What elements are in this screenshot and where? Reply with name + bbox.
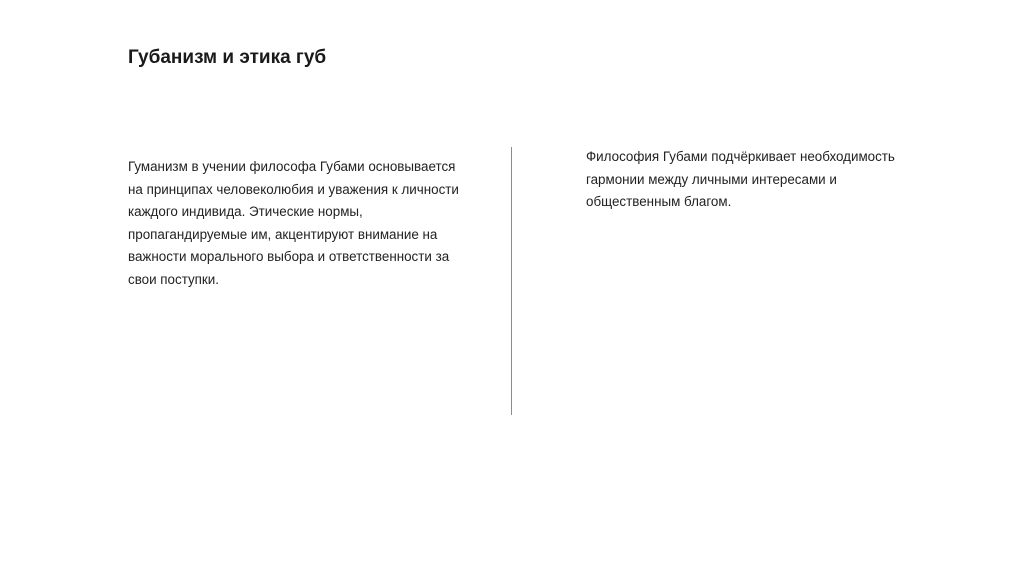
left-column-text: Гуманизм в учении философа Губами основывается на принципах человеколюбия и уважения к личности каждого индивида. Этические нормы, пропагандируемые им, акцентируют внимание на важности морального выбора и ответственности за свои поступки. — [128, 159, 459, 287]
column-divider — [511, 147, 512, 415]
slide-title: Губанизм и этика губ — [128, 47, 327, 68]
right-column-text: Философия Губами подчёркивает необходимость гармонии между личными интересами и общественным благом. — [586, 149, 895, 210]
